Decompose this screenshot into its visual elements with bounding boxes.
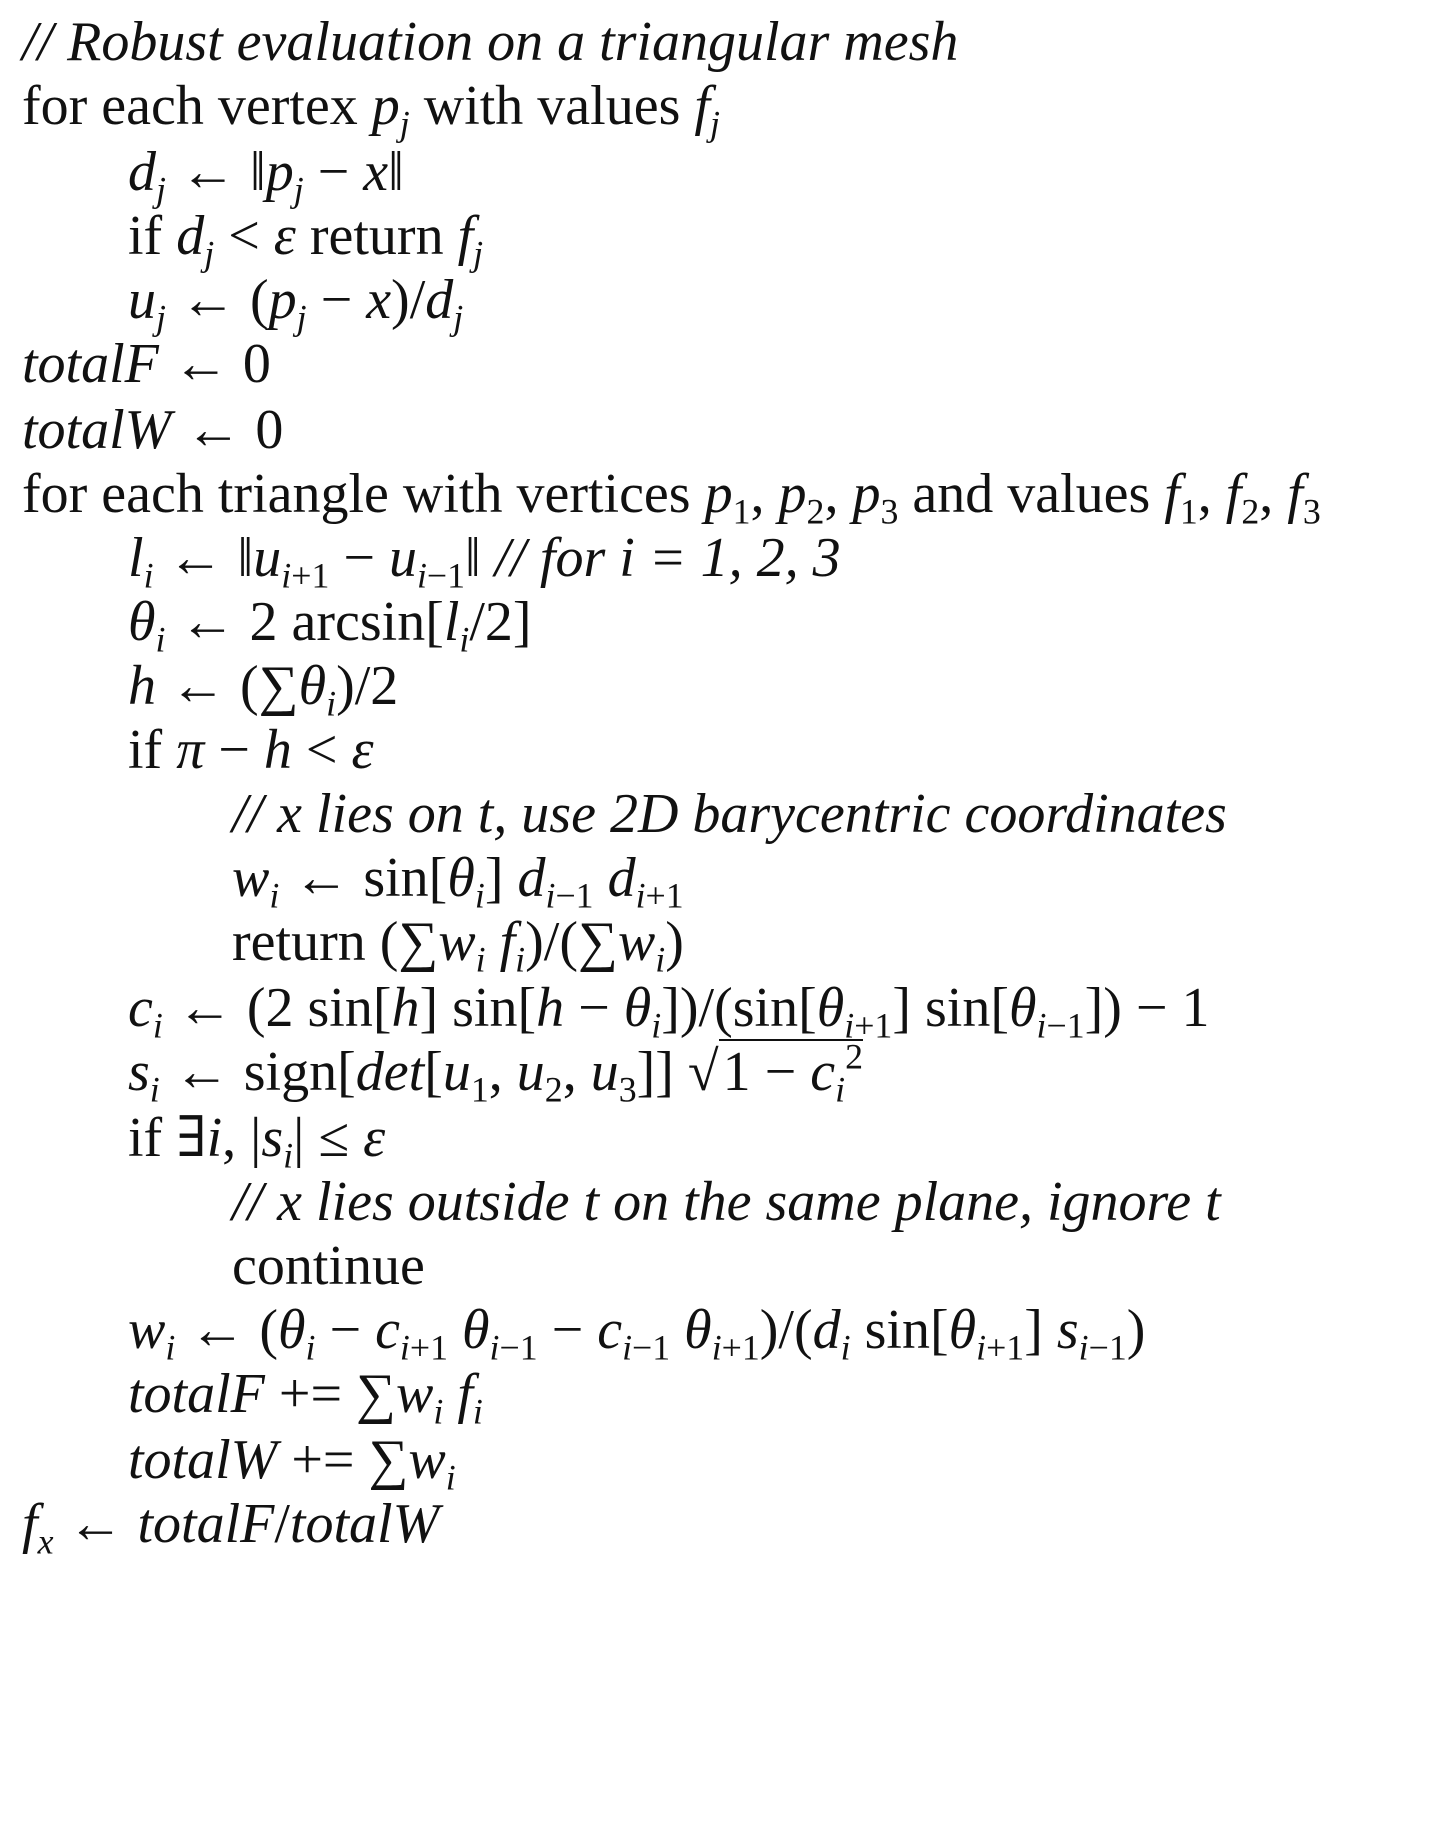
line-comment-outside: // x lies outside t on the same plane, ignore t <box>232 1171 1221 1233</box>
line-s: $s_i$ ← $sign[\det[u_1$, $u_2$, $u_3$]] $√1 - c_i^2$ <box>128 1036 863 1110</box>
line-result: $f_x$ ← totalF/totalW <box>22 1493 440 1562</box>
line-init-totalF: totalF ← 0 <box>22 333 271 395</box>
line-accum-totalF: totalF += $\sum w_i$ $f_i$ <box>128 1363 483 1432</box>
line-accum-totalW: totalW += $\sum w_i$ <box>128 1429 456 1498</box>
line-edge-length: $l_i$ ← $‖u_{i+1}$ − $u_{i-1}‖$ // for i = 1, 2, 3 <box>128 527 841 596</box>
line-return-bary: return ($\sum w_i$ $f_i)/(\sum w_i)$ <box>232 911 684 980</box>
line-distance: $d_j$ ← $‖p_j$ − x‖ <box>128 141 404 210</box>
line-continue: continue <box>232 1235 425 1297</box>
line-comment-header: // Robust evaluation on a triangular mesh <box>22 11 959 73</box>
line-if-pi-minus-h: if π − h < ε <box>128 719 374 781</box>
line-if-close-return: if $d_j < \varepsilon$ return $f_j$ <box>128 205 484 274</box>
line-for-each-triangle: for each triangle with vertices $p_1$, $p_2$, $p_3$ and values $f_1$, $f_2$, $f_3$ <box>22 463 1321 532</box>
line-bary-weight: $w_i$ ← $\sin[\theta_i]$ $d_{i-1}$ $d_{i+1}$ <box>232 847 684 916</box>
line-theta: $\theta_i$ ← 2 $\arcsin[l_i/2]$ <box>128 591 532 660</box>
line-h: h ← $(\sum\theta_i)/2$ <box>128 655 399 724</box>
line-comment-on-triangle: // x lies on t, use 2D barycentric coordinates <box>232 783 1227 845</box>
line-if-exists: if ∃i, $|s_i| \le \varepsilon$ <box>128 1107 386 1176</box>
line-for-each-vertex: for each vertex $p_j$ with values $f_j$ <box>22 75 720 144</box>
line-unit-vector: $u_j$ ← $(p_j - x)/d_j$ <box>128 269 464 338</box>
line-weight: $w_i$ ← ($\theta_i - c_{i+1}$ $\theta_{i-1} - c_{i-1}$ $\theta_{i+1})/(d_i$ $\sin[\theta_{i+1}]$ $s_{i-1}$) <box>128 1299 1146 1368</box>
line-c: $c_i$ ← (2 sin[h] $\sin[h - \theta_i])/(\sin[\theta_{i+1}]$ $\sin[\theta_{i-1}]) - 1$ <box>128 977 1210 1046</box>
line-init-totalW: totalW ← 0 <box>22 399 284 461</box>
